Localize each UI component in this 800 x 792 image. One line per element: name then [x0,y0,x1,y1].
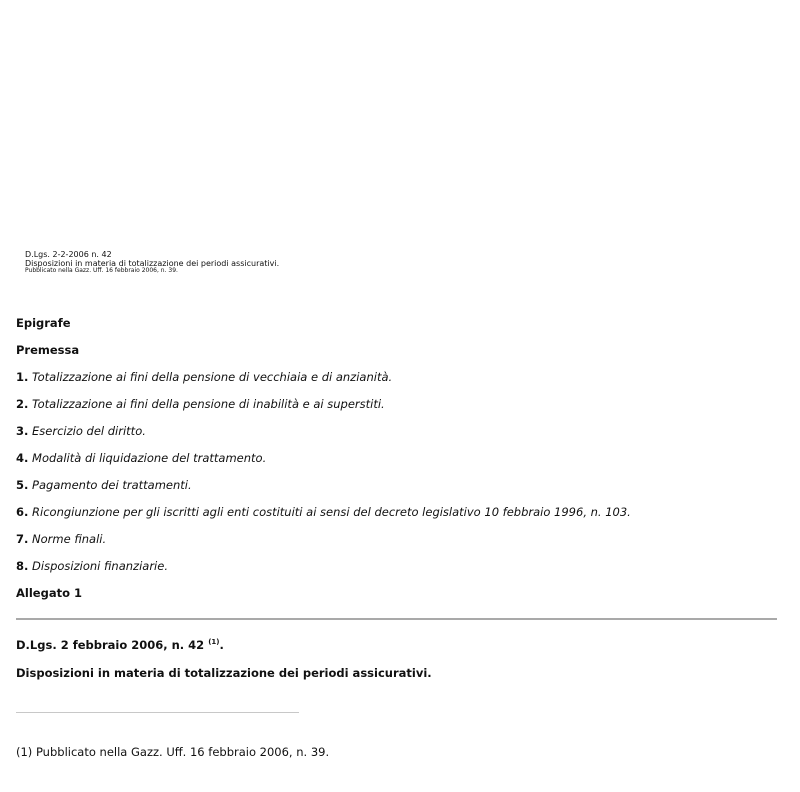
article-number: 8. [16,559,29,573]
toc-link-epigrafe[interactable]: Epigrafe [16,316,71,330]
article-title-link[interactable]: Disposizioni finanziarie. [32,559,168,573]
article-title-link[interactable]: Pagamento dei trattamenti. [32,478,192,492]
toc-item-article-2[interactable] [16,395,776,422]
article-title-link[interactable]: Ricongiunzione per gli iscritti agli enti costituiti ai sensi del decreto legislativo 10 febbraio 1996, n. 103. [32,505,631,519]
document-title [16,638,224,652]
footnote-reference[interactable]: (1) [208,638,220,646]
article-number: 3. [16,424,29,438]
toc-item-epigrafe[interactable] [16,314,776,341]
footnote-text: (1) Pubblicato nella Gazz. Uff. 16 febbraio 2006, n. 39. [16,745,330,759]
article-title-link[interactable]: Norme finali. [32,532,107,546]
header-title: D.Lgs. 2-2-2006 n. 42 [25,250,112,259]
article-title-link[interactable]: Totalizzazione ai fini della pensione di vecchiaia e di anzianità. [32,370,393,384]
article-number: 1. [16,370,29,384]
document-title-text: D.Lgs. 2 febbraio 2006, n. 42 [16,638,205,652]
article-number: 6. [16,505,29,519]
footnote-divider [16,712,299,713]
toc-item-article-3[interactable] [16,422,776,449]
toc-item-article-6[interactable] [16,503,776,530]
article-number: 7. [16,532,29,546]
article-number: 2. [16,397,29,411]
document-header [25,250,279,275]
toc-item-article-5[interactable] [16,476,776,503]
toc-link-premessa[interactable]: Premessa [16,343,80,357]
article-number: 5. [16,478,29,492]
article-title-link[interactable]: Totalizzazione ai fini della pensione di inabilità e ai superstiti. [32,397,385,411]
section-divider [16,618,777,620]
article-number: 4. [16,451,29,465]
article-title-link[interactable]: Modalità di liquidazione del trattamento. [32,451,267,465]
toc-link-allegato[interactable]: Allegato 1 [16,586,82,600]
toc-item-article-8[interactable] [16,557,776,584]
toc-item-article-4[interactable] [16,449,776,476]
toc-item-article-1[interactable] [16,368,776,395]
toc-item-premessa[interactable] [16,341,776,368]
document-title-end: . [219,638,224,652]
toc-item-allegato[interactable] [16,584,776,611]
table-of-contents [16,314,776,611]
document-subtitle: Disposizioni in materia di totalizzazione dei periodi assicurativi. [16,666,432,680]
article-title-link[interactable]: Esercizio del diritto. [32,424,146,438]
header-publication: Pubblicato nella Gazz. Uff. 16 febbraio 2006, n. 39. [25,267,178,275]
toc-item-article-7[interactable] [16,530,776,557]
header-subtitle: Disposizioni in materia di totalizzazione dei periodi assicurativi. [25,259,280,269]
